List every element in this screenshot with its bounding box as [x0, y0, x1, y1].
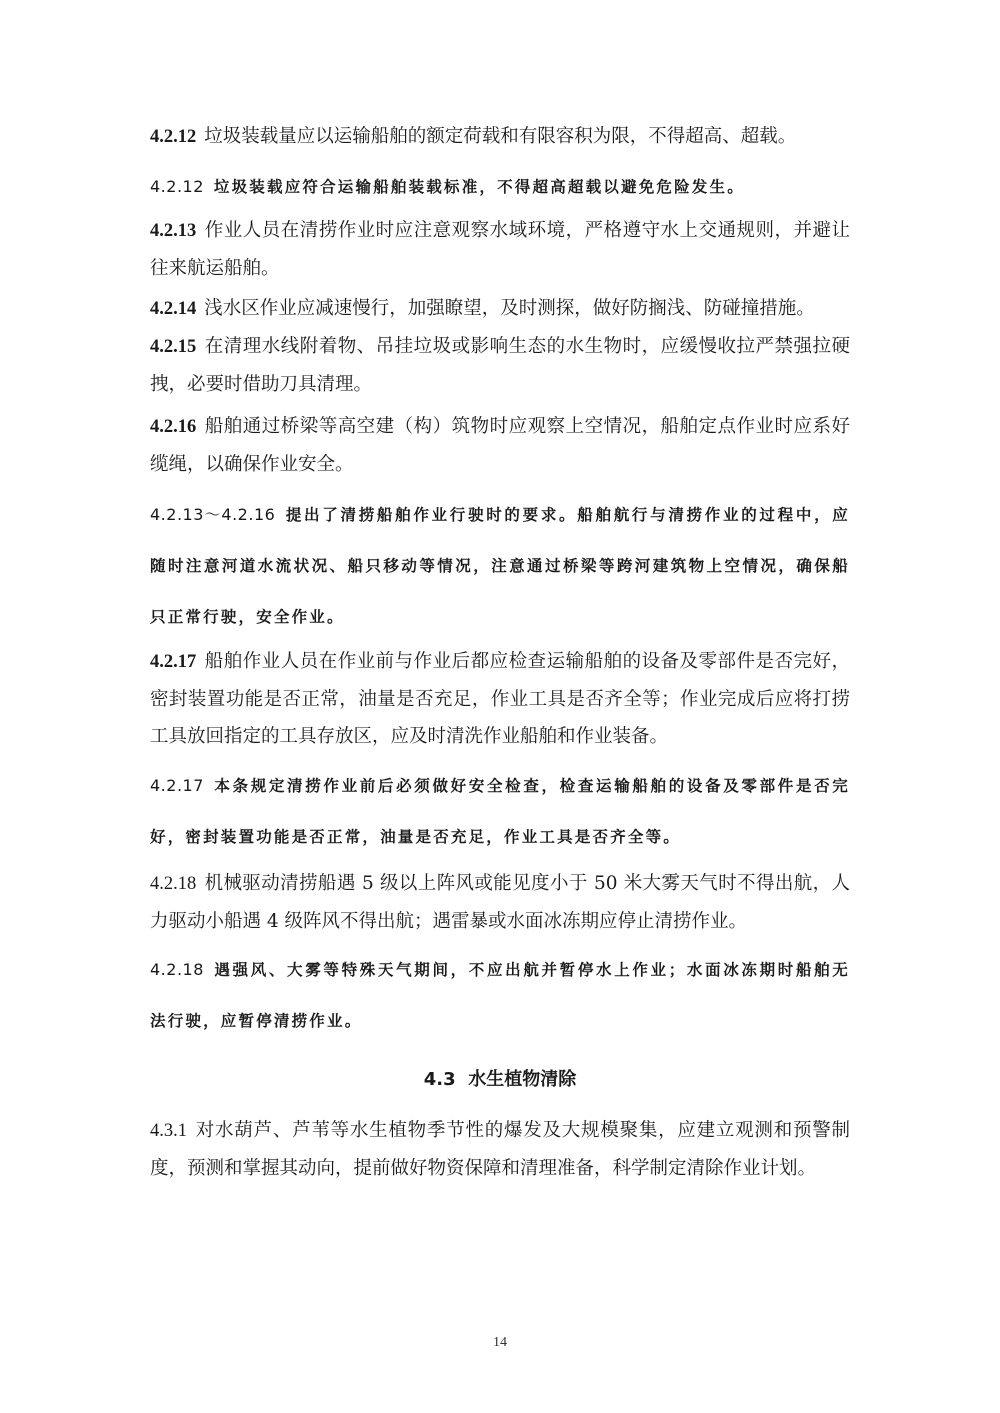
clause-4-2-17 — [150, 643, 850, 755]
section-title: 水生植物清除 — [468, 1069, 577, 1090]
clause-number: 4.2.15 — [150, 337, 197, 357]
clause-text: 浅水区作业应减速慢行，加强瞭望，及时测探，做好防搁浅、防碰撞措施。 — [204, 298, 815, 319]
note-text: 垃圾装载应符合运输船舶装载标准，不得超高超载以避免危险发生。 — [213, 178, 745, 196]
clause-text: 船舶通过桥梁等高空建（构）筑物时应观察上空情况，船舶定点作业时应系好缆绳，以确保作业安全。 — [150, 416, 850, 475]
note-text: 提出了清捞船舶作业行驶时的要求。船舶航行与清捞作业的过程中，应随时注意河道水流状况、船只移动等情况，注意通过桥梁等跨河建筑物上空情况，确保船只正常行驶，安全作业。 — [150, 506, 850, 626]
clause-4-2-18 — [150, 865, 850, 940]
section-heading-4-3 — [150, 1061, 850, 1098]
clause-text: 作业人员在清捞作业时应注意观察水域环境，严格遵守水上交通规则，并避让往来航运船舶。 — [150, 220, 850, 279]
clause-text: 机械驱动清捞船遇 5 级以上阵风或能见度小于 50 米大雾天气时不得出航，人力驱动小船遇 4 级阵风不得出航；遇雷暴或水面冰冻期应停止清捞作业。 — [150, 873, 850, 932]
clause-text: 船舶作业人员在作业前与作业后都应检查运输船舶的设备及零部件是否完好，密封装置功能是否正常，油量是否充足，作业工具是否齐全等；作业完成后应将打捞工具放回指定的工具存放区，应及时清洗作业船舶和作业装备。 — [150, 651, 850, 747]
clause-number: 4.3.1 — [150, 1121, 187, 1141]
note-number: 4.2.12 — [150, 177, 204, 196]
clause-number: 4.2.14 — [150, 299, 197, 319]
clause-number: 4.2.16 — [150, 417, 197, 437]
clause-4-2-13 — [150, 212, 850, 287]
document-body — [150, 118, 850, 1187]
note-number: 4.2.13～4.2.16 — [150, 505, 276, 524]
note-4-2-13-16 — [150, 489, 850, 643]
note-4-2-17 — [150, 760, 850, 863]
note-text: 遇强风、大雾等特殊天气期间，不应出航并暂停水上作业；水面冰冻期时船舶无法行驶，应暂停清捞作业。 — [150, 961, 850, 1030]
clause-4-2-14 — [150, 290, 850, 328]
clause-4-2-12 — [150, 118, 850, 156]
page-number: 14 — [493, 1335, 507, 1350]
clause-number: 4.2.13 — [150, 221, 197, 241]
section-number: 4.3 — [423, 1069, 456, 1090]
note-4-2-18 — [150, 944, 850, 1047]
clause-text: 垃圾装载量应以运输船舶的额定荷载和有限容积为限，不得超高、超载。 — [204, 126, 797, 147]
clause-text: 在清理水线附着物、吊挂垃圾或影响生态的水生物时，应缓慢收拉严禁强拉硬拽，必要时借助刀具清理。 — [150, 336, 850, 395]
note-number: 4.2.18 — [150, 960, 204, 979]
clause-4-3-1 — [150, 1112, 850, 1187]
clause-number: 4.2.17 — [150, 652, 197, 672]
clause-number: 4.2.12 — [150, 127, 197, 147]
note-number: 4.2.17 — [150, 776, 204, 795]
note-4-2-12 — [150, 162, 850, 212]
clause-4-2-16 — [150, 408, 850, 483]
clause-number: 4.2.18 — [150, 874, 197, 894]
note-text: 本条规定清捞作业前后必须做好安全检查，检查运输船舶的设备及零部件是否完好，密封装置功能是否正常，油量是否充足，作业工具是否齐全等。 — [150, 777, 850, 846]
clause-4-2-15 — [150, 328, 850, 403]
clause-text: 对水葫芦、芦苇等水生植物季节性的爆发及大规模聚集，应建立观测和预警制度，预测和掌握其动向，提前做好物资保障和清理准备，科学制定清除作业计划。 — [150, 1120, 850, 1179]
